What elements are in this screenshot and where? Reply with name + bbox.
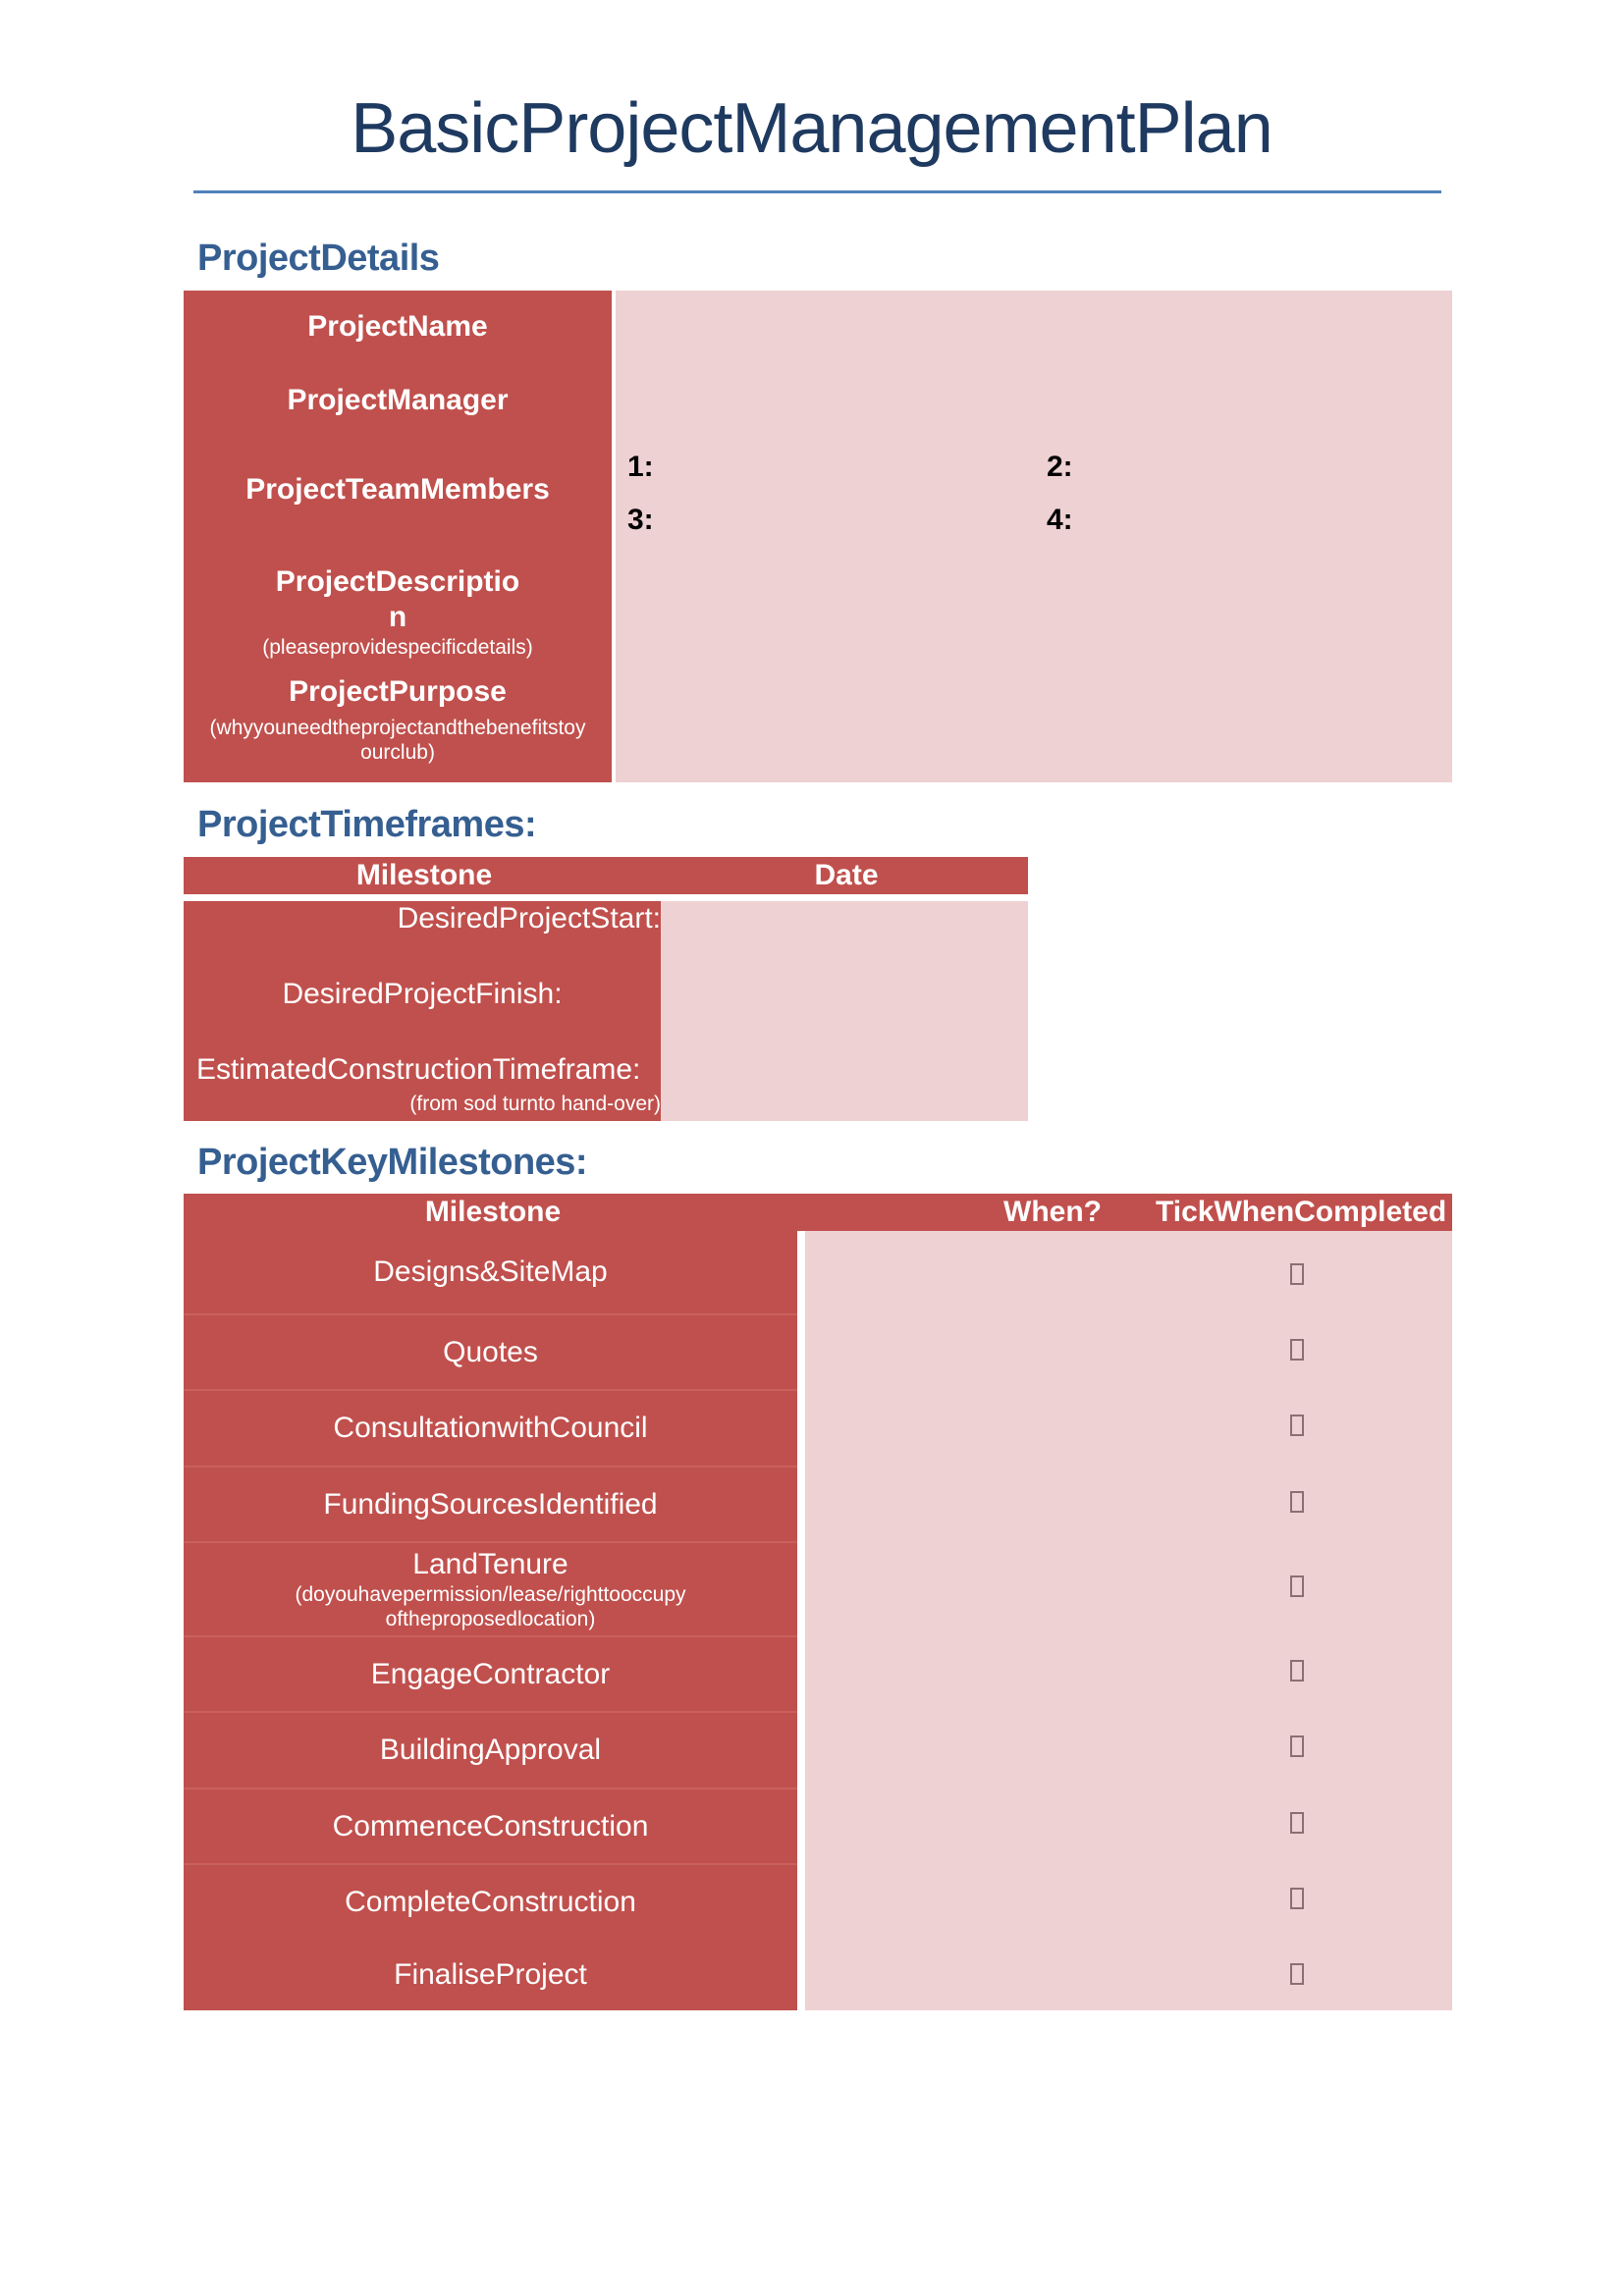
milestone-row-label: [184, 1789, 797, 1863]
milestone-row-label: [184, 1391, 797, 1466]
label-text: ProjectPurpose: [289, 675, 507, 708]
when-field[interactable]: [805, 1543, 1198, 1635]
milestone-label: ConsultationwithCouncil: [333, 1412, 648, 1444]
milestone-row-label: [184, 1543, 797, 1635]
timeframes-date-column: [661, 901, 1028, 1121]
tick-checkbox[interactable]: [1290, 1263, 1304, 1285]
desired-project-finish-date-field[interactable]: [661, 976, 1028, 1050]
project-name-field[interactable]: [616, 291, 1452, 363]
project-manager-field[interactable]: [616, 363, 1452, 438]
milestone-row-label: [184, 1468, 797, 1541]
label-subtext-line2: ourclub): [360, 741, 435, 764]
milestone-label: CommenceConstruction: [332, 1809, 649, 1842]
section-heading-project-timeframes: ProjectTimeframes:: [197, 804, 537, 845]
column-header-date: Date: [814, 859, 879, 891]
milestone-row-label: [184, 1713, 797, 1788]
label-text: ProjectManager: [287, 384, 509, 416]
details-label-column: [184, 291, 612, 782]
milestones-header-row: [184, 1194, 1452, 1231]
milestone-row-label: [184, 1865, 797, 1940]
label-subtext-line1: (whyyouneedtheprojectandthebenefitstoy: [209, 717, 586, 739]
when-field[interactable]: [805, 1789, 1198, 1863]
milestone-label: FundingSourcesIdentified: [323, 1487, 658, 1521]
milestone-label: BuildingApproval: [379, 1734, 602, 1766]
section-heading-project-key-milestones: ProjectKeyMilestones:: [197, 1142, 588, 1183]
label-subtext: (pleaseprovidespecificdetails): [262, 636, 533, 659]
when-field[interactable]: [805, 1865, 1198, 1940]
milestone-row-label: [184, 1637, 797, 1711]
tick-checkbox[interactable]: [1290, 1812, 1304, 1834]
tick-checkbox[interactable]: [1290, 1735, 1304, 1757]
label-text: ProjectDescriptio: [275, 565, 520, 598]
project-purpose-field[interactable]: [616, 672, 1452, 782]
label-project-purpose: [184, 674, 612, 782]
milestone-subtext-line1: (doyouhavepermission/lease/righttooccupy: [295, 1583, 686, 1606]
team-member-4-label[interactable]: 4:: [1047, 504, 1073, 536]
milestone-label: LandTenure: [412, 1548, 568, 1580]
when-field[interactable]: [805, 1940, 1198, 2010]
when-field[interactable]: [805, 1637, 1198, 1711]
label-text: ProjectTeamMembers: [245, 472, 550, 506]
section-heading-project-details: ProjectDetails: [197, 238, 440, 279]
tick-checkbox[interactable]: [1290, 1660, 1304, 1682]
milestone-row-label: [184, 1231, 797, 1313]
label-estimated-construction-subtext: (from sod turnto hand-over): [409, 1093, 661, 1115]
when-field[interactable]: [805, 1468, 1198, 1541]
when-field[interactable]: [805, 1713, 1198, 1788]
desired-project-start-date-field[interactable]: [661, 901, 1028, 976]
label-project-description: [184, 564, 612, 674]
tick-checkbox[interactable]: [1290, 1963, 1304, 1985]
tick-checkbox[interactable]: [1290, 1491, 1304, 1513]
milestone-label: Quotes: [443, 1335, 538, 1368]
estimated-construction-timeframe-field[interactable]: [661, 1050, 1028, 1121]
label-project-team-members: [184, 438, 612, 541]
column-header-milestone: Milestone: [355, 859, 493, 891]
timeframes-label-column: [184, 901, 661, 1121]
tick-checkbox[interactable]: [1290, 1339, 1304, 1361]
milestone-subtext-line2: oftheproposedlocation): [385, 1608, 596, 1630]
project-description-field[interactable]: [616, 553, 1452, 672]
label-text-wrap: n: [388, 601, 407, 633]
details-value-column: [616, 291, 1452, 782]
title-divider: [193, 190, 1441, 193]
milestone-label: EngageContractor: [370, 1657, 611, 1690]
column-header-tick-when-completed: TickWhenCompleted: [1156, 1196, 1447, 1228]
when-field[interactable]: [805, 1231, 1198, 1313]
tick-checkbox[interactable]: [1290, 1415, 1304, 1436]
tick-checkbox[interactable]: [1290, 1888, 1304, 1909]
milestones-value-column: [805, 1231, 1452, 2010]
team-member-2-label[interactable]: 2:: [1047, 451, 1073, 483]
tick-checkbox[interactable]: [1290, 1575, 1304, 1597]
milestones-label-column: [184, 1231, 797, 2010]
team-members-area: [616, 438, 1452, 553]
column-header-when: When?: [1003, 1196, 1102, 1228]
milestone-label: CompleteConstruction: [345, 1886, 636, 1918]
milestone-label: Designs&SiteMap: [373, 1255, 608, 1288]
milestone-row-label: [184, 1940, 797, 2010]
when-field[interactable]: [805, 1315, 1198, 1389]
team-member-1-label[interactable]: 1:: [627, 451, 654, 483]
label-estimated-construction-timeframe: EstimatedConstructionTimeframe:: [196, 1053, 641, 1086]
when-field[interactable]: [805, 1391, 1198, 1466]
label-project-manager: [184, 363, 612, 438]
team-member-3-label[interactable]: 3:: [627, 504, 654, 536]
milestone-row-label: [184, 1315, 797, 1389]
column-header-milestone: Milestone: [424, 1196, 562, 1228]
milestone-label: FinaliseProject: [394, 1958, 587, 1991]
document-title: BasicProjectManagementPlan: [351, 89, 1272, 168]
label-project-name: [184, 291, 612, 363]
label-desired-project-finish: DesiredProjectFinish:: [282, 978, 563, 1010]
label-desired-project-start: DesiredProjectStart:: [397, 902, 661, 934]
timeframes-header-row: [184, 857, 1028, 894]
label-text: ProjectName: [307, 310, 488, 343]
